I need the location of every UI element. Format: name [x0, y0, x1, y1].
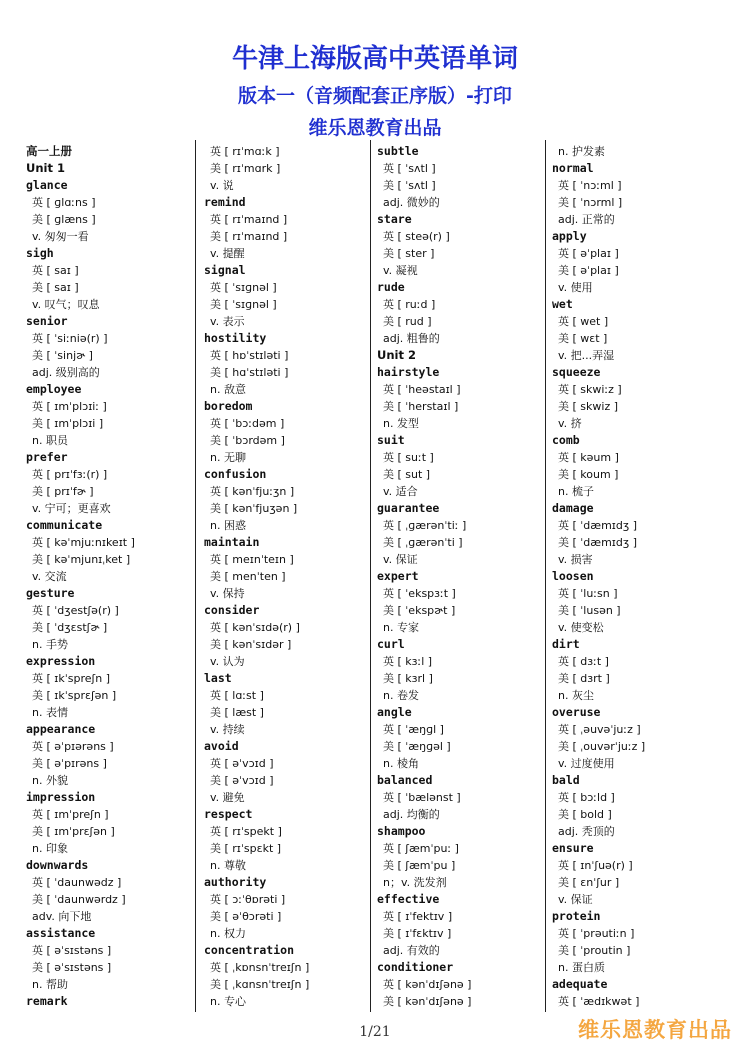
phonetic: 英 [ ˈheəstaɪl ] [383, 383, 461, 396]
section-heading: Unit 1 [26, 161, 65, 175]
vocab-word: angle [377, 705, 412, 719]
vocab-word: signal [204, 263, 246, 277]
vocab-word: dirt [552, 637, 580, 651]
vocab-word: expert [377, 569, 419, 583]
vocab-word: hostility [204, 331, 267, 345]
vocab-word: apply [552, 229, 587, 243]
phonetic: 美 [ ˈlusən ] [558, 604, 621, 617]
phonetic: 美 [ ˈnɔrml ] [558, 196, 623, 209]
phonetic: 美 [ ˈproutin ] [558, 944, 631, 957]
meaning: n. 棱角 [383, 757, 419, 770]
phonetic: 英 [ prɪˈfɜː(r) ] [32, 468, 108, 481]
phonetic: 英 [ hɒˈstɪləti ] [210, 349, 289, 362]
phonetic: 美 [ ɛnˈʃur ] [558, 876, 620, 889]
meaning: v. 过度使用 [558, 757, 615, 770]
meaning: n. 护发素 [558, 145, 605, 158]
meaning: n. 专家 [383, 621, 419, 634]
phonetic: 英 [ ˈprəutiːn ] [558, 927, 635, 940]
phonetic: 英 [ suːt ] [383, 451, 434, 464]
phonetic: 美 [ kəˈmjunɪˌket ] [32, 553, 131, 566]
vocab-word: conditioner [377, 960, 454, 974]
vocab-word: wet [552, 297, 573, 311]
meaning: n. 职员 [32, 434, 68, 447]
meaning: v. 表示 [210, 315, 245, 328]
vocab-word: appearance [26, 722, 96, 736]
meaning: v. 保证 [383, 553, 418, 566]
word-column-4 [552, 143, 720, 1013]
watermark-logo: 维乐恩教育出品 [578, 1018, 732, 1042]
vocab-word: concentration [204, 943, 295, 957]
meaning: adj. 粗鲁的 [383, 332, 440, 345]
phonetic: 美 [ ɪmˈplɔɪi ] [32, 417, 104, 430]
vocab-word: shampoo [377, 824, 426, 838]
vocab-word: respect [204, 807, 253, 821]
meaning: adj. 秃顶的 [558, 825, 615, 838]
phonetic: 美 [ əˈpɪrəns ] [32, 757, 107, 770]
phonetic: 美 [ ster ] [383, 247, 435, 260]
meaning: n. 灰尘 [558, 689, 594, 702]
phonetic: 英 [ ˈædɪkwət ] [558, 995, 640, 1008]
phonetic: 英 [ ˈbælənst ] [383, 791, 461, 804]
page-number: 1/21 [359, 1024, 391, 1040]
word-list [26, 143, 726, 1013]
meaning: v. 交流 [32, 570, 67, 583]
meaning: n. 专心 [210, 995, 246, 1008]
phonetic: 美 [ rɪˈmɑrk ] [210, 162, 281, 175]
phonetic: 美 [ læst ] [210, 706, 264, 719]
phonetic: 英 [ ɪˈfektɪv ] [383, 910, 453, 923]
phonetic: 英 [ kənˈdɪʃənə ] [383, 978, 472, 991]
phonetic: 英 [ rɪˈmɑːk ] [210, 145, 280, 158]
vocab-word: assistance [26, 926, 96, 940]
phonetic: 英 [ ˈluːsn ] [558, 587, 618, 600]
meaning: n. 权力 [210, 927, 246, 940]
vocab-word: last [204, 671, 232, 685]
phonetic: 美 [ ˈæŋɡəl ] [383, 740, 451, 753]
phonetic: 英 [ ˈdaunwədz ] [32, 876, 122, 889]
phonetic: 英 [ skwiːz ] [558, 383, 622, 396]
section-heading: Unit 2 [377, 348, 416, 362]
phonetic: 英 [ ˌɡærənˈtiː ] [383, 519, 467, 532]
meaning: v. 避免 [210, 791, 245, 804]
phonetic: 美 [ ˈbɔrdəm ] [210, 434, 285, 447]
meaning: v. 匆匆一看 [32, 230, 89, 243]
vocab-word: glance [26, 178, 68, 192]
phonetic: 英 [ əˈplaɪ ] [558, 247, 619, 260]
meaning: v. 凝视 [383, 264, 418, 277]
phonetic: 美 [ ˈsinjɚ ] [32, 349, 93, 362]
meaning: n. 无聊 [210, 451, 246, 464]
meaning: n. 卷发 [383, 689, 419, 702]
meaning: v. 保持 [210, 587, 245, 600]
vocab-word: avoid [204, 739, 239, 753]
meaning: v. 适合 [383, 485, 418, 498]
phonetic: 英 [ ˌəuvəˈjuːz ] [558, 723, 641, 736]
meaning: n. 印象 [32, 842, 68, 855]
phonetic: 美 [ ˌouvərˈjuːz ] [558, 740, 646, 753]
vocab-word: guarantee [377, 501, 440, 515]
phonetic: 美 [ rɪˈmaɪnd ] [210, 230, 288, 243]
phonetic: 英 [ ˈekspɜːt ] [383, 587, 456, 600]
word-column-1 [26, 143, 194, 1013]
vocab-word: downwards [26, 858, 89, 872]
phonetic: 英 [ kɜːl ] [383, 655, 433, 668]
meaning: v. 说 [210, 179, 234, 192]
phonetic: 英 [ ˈæŋɡl ] [383, 723, 444, 736]
vocab-word: adequate [552, 977, 608, 991]
meaning: n. 帮助 [32, 978, 68, 991]
phonetic: 美 [ dɜrt ] [558, 672, 610, 685]
vocab-word: confusion [204, 467, 267, 481]
word-column-2 [204, 143, 372, 1013]
phonetic: 美 [ hɑˈstɪləti ] [210, 366, 289, 379]
phonetic: 英 [ ɔːˈθɒrəti ] [210, 893, 286, 906]
meaning: v. 挤 [558, 417, 582, 430]
vocab-word: bald [552, 773, 580, 787]
phonetic: 英 [ əˈvɔɪd ] [210, 757, 274, 770]
vocab-word: impression [26, 790, 96, 804]
phonetic: 美 [ koum ] [558, 468, 619, 481]
phonetic: 美 [ kənˈfjuʒən ] [210, 502, 298, 515]
phonetic: 英 [ saɪ ] [32, 264, 79, 277]
page-subtitle: 版本一（音频配套正序版）-打印 [238, 85, 512, 107]
phonetic: 英 [ ˈbɔːdəm ] [210, 417, 285, 430]
meaning: n. 表情 [32, 706, 68, 719]
vocab-word: effective [377, 892, 440, 906]
meaning: n. 尊敬 [210, 859, 246, 872]
vocab-word: prefer [26, 450, 68, 464]
meaning: adj. 微妙的 [383, 196, 440, 209]
phonetic: 美 [ əˈvɔɪd ] [210, 774, 274, 787]
phonetic: 英 [ lɑːst ] [210, 689, 264, 702]
phonetic: 英 [ ɪkˈspreʃn ] [32, 672, 110, 685]
vocab-word: authority [204, 875, 267, 889]
phonetic: 英 [ rɪˈspekt ] [210, 825, 282, 838]
vocab-word: subtle [377, 144, 419, 158]
vocab-word: consider [204, 603, 260, 617]
phonetic: 美 [ ɪmˈprɛʃən ] [32, 825, 115, 838]
phonetic: 美 [ ˈherstaɪl ] [383, 400, 459, 413]
phonetic: 美 [ ɪkˈsprɛʃən ] [32, 689, 117, 702]
page-title: 牛津上海版高中英语单词 [231, 44, 518, 74]
phonetic: 美 [ kənˈsɪdər ] [210, 638, 292, 651]
phonetic: 美 [ ˌɡærənˈti ] [383, 536, 463, 549]
section-heading: 高一上册 [26, 144, 72, 158]
meaning: v. 使变松 [558, 621, 604, 634]
phonetic: 美 [ ˈekspɚt ] [383, 604, 456, 617]
meaning: n. 外貌 [32, 774, 68, 787]
phonetic: 英 [ kəˈmjuːnɪkeɪt ] [32, 536, 135, 549]
phonetic: 英 [ ˌkɒnsnˈtreɪʃn ] [210, 961, 310, 974]
phonetic: 英 [ ɡlɑːns ] [32, 196, 96, 209]
phonetic: 英 [ ʃæmˈpuː ] [383, 842, 459, 855]
phonetic: 美 [ ɡlæns ] [32, 213, 96, 226]
title-block [0, 40, 750, 143]
phonetic: 美 [ skwiz ] [558, 400, 619, 413]
vocab-word: gesture [26, 586, 75, 600]
vocab-word: employee [26, 382, 82, 396]
vocab-word: ensure [552, 841, 594, 855]
vocab-word: remark [26, 994, 68, 1008]
phonetic: 美 [ əˈsɪstəns ] [32, 961, 112, 974]
phonetic: 英 [ steə(r) ] [383, 230, 450, 243]
phonetic: 美 [ əˈplaɪ ] [558, 264, 619, 277]
vocab-word: loosen [552, 569, 594, 583]
phonetic: 英 [ kəum ] [558, 451, 619, 464]
phonetic: 英 [ dɜːt ] [558, 655, 609, 668]
meaning: v. 使用 [558, 281, 593, 294]
phonetic: 美 [ ˈsɪɡnəl ] [210, 298, 277, 311]
phonetic: 美 [ ˌkɑnsnˈtreɪʃn ] [210, 978, 310, 991]
phonetic: 美 [ saɪ ] [32, 281, 79, 294]
vocab-word: balanced [377, 773, 433, 787]
vocab-word: hairstyle [377, 365, 440, 379]
phonetic: 美 [ ʃæmˈpu ] [383, 859, 456, 872]
phonetic: 英 [ ruːd ] [383, 298, 436, 311]
meaning: v. 把...弄湿 [558, 349, 615, 362]
phonetic: 英 [ rɪˈmaɪnd ] [210, 213, 288, 226]
phonetic: 美 [ menˈten ] [210, 570, 286, 583]
vocab-word: squeeze [552, 365, 601, 379]
phonetic: 英 [ meɪnˈteɪn ] [210, 553, 294, 566]
meaning: v. 提醒 [210, 247, 245, 260]
phonetic: 美 [ bold ] [558, 808, 612, 821]
vocab-word: protein [552, 909, 601, 923]
vocab-word: communicate [26, 518, 103, 532]
phonetic: 英 [ ˈsɪɡnəl ] [210, 281, 277, 294]
vocab-word: remind [204, 195, 246, 209]
phonetic: 英 [ ɪmˈpreʃn ] [32, 808, 109, 821]
meaning: v. 损害 [558, 553, 593, 566]
phonetic: 美 [ sut ] [383, 468, 431, 481]
publisher-line: 维乐恩教育出品 [308, 117, 442, 139]
phonetic: 英 [ ˈsiːniə(r) ] [32, 332, 108, 345]
meaning: v. 认为 [210, 655, 245, 668]
meaning: n. 梳子 [558, 485, 594, 498]
meaning: adj. 正常的 [558, 213, 615, 226]
phonetic: 英 [ ɪnˈʃuə(r) ] [558, 859, 633, 872]
phonetic: 英 [ wet ] [558, 315, 609, 328]
meaning: adj. 级别高的 [32, 366, 100, 379]
vocab-word: senior [26, 314, 68, 328]
meaning: v. 宁可；更喜欢 [32, 502, 111, 515]
meaning: n. 手势 [32, 638, 68, 651]
meaning: adj. 有效的 [383, 944, 440, 957]
vocab-word: curl [377, 637, 405, 651]
phonetic: 美 [ prɪˈfɚ ] [32, 485, 94, 498]
phonetic: 美 [ wɛt ] [558, 332, 608, 345]
phonetic: 英 [ kənˈsɪdə(r) ] [210, 621, 300, 634]
meaning: n；v. 洗发剂 [383, 876, 447, 889]
meaning: v. 保证 [558, 893, 593, 906]
vocab-word: normal [552, 161, 594, 175]
phonetic: 英 [ ˈdʒestʃə(r) ] [32, 604, 119, 617]
phonetic: 美 [ kənˈdɪʃənə ] [383, 995, 472, 1008]
phonetic: 英 [ kənˈfjuːʒn ] [210, 485, 295, 498]
vocab-word: expression [26, 654, 96, 668]
vocab-word: sigh [26, 246, 54, 260]
vocab-word: damage [552, 501, 594, 515]
meaning: n. 敌意 [210, 383, 246, 396]
vocab-word: boredom [204, 399, 253, 413]
phonetic: 美 [ rud ] [383, 315, 432, 328]
meaning: n. 蛋白质 [558, 961, 605, 974]
vocab-word: stare [377, 212, 412, 226]
phonetic: 英 [ əˈpɪərəns ] [32, 740, 114, 753]
vocab-word: overuse [552, 705, 601, 719]
meaning: n. 发型 [383, 417, 419, 430]
phonetic: 美 [ rɪˈspɛkt ] [210, 842, 282, 855]
phonetic: 美 [ kɜrl ] [383, 672, 433, 685]
phonetic: 美 [ ˈsʌtl ] [383, 179, 436, 192]
meaning: n. 困惑 [210, 519, 246, 532]
phonetic: 英 [ ˈnɔːml ] [558, 179, 622, 192]
phonetic: 美 [ ˈdæmɪdʒ ] [558, 536, 638, 549]
meaning: v. 叹气；叹息 [32, 298, 100, 311]
phonetic: 英 [ ɪmˈplɔɪiː ] [32, 400, 107, 413]
phonetic: 美 [ əˈθɔrəti ] [210, 910, 282, 923]
phonetic: 美 [ ɪˈfɛktɪv ] [383, 927, 452, 940]
phonetic: 英 [ bɔːld ] [558, 791, 615, 804]
phonetic: 美 [ ˈdʒɛstʃɚ ] [32, 621, 108, 634]
meaning: adj. 均衡的 [383, 808, 440, 821]
vocab-word: comb [552, 433, 580, 447]
word-column-3 [377, 143, 545, 1013]
phonetic: 美 [ ˈdaunwərdz ] [32, 893, 126, 906]
phonetic: 英 [ ˈdæmɪdʒ ] [558, 519, 638, 532]
meaning: adv. 向下地 [32, 910, 92, 923]
vocab-word: rude [377, 280, 405, 294]
phonetic: 英 [ ˈsʌtl ] [383, 162, 436, 175]
vocab-word: maintain [204, 535, 260, 549]
phonetic: 英 [ əˈsɪstəns ] [32, 944, 112, 957]
meaning: v. 持续 [210, 723, 245, 736]
vocab-word: suit [377, 433, 405, 447]
